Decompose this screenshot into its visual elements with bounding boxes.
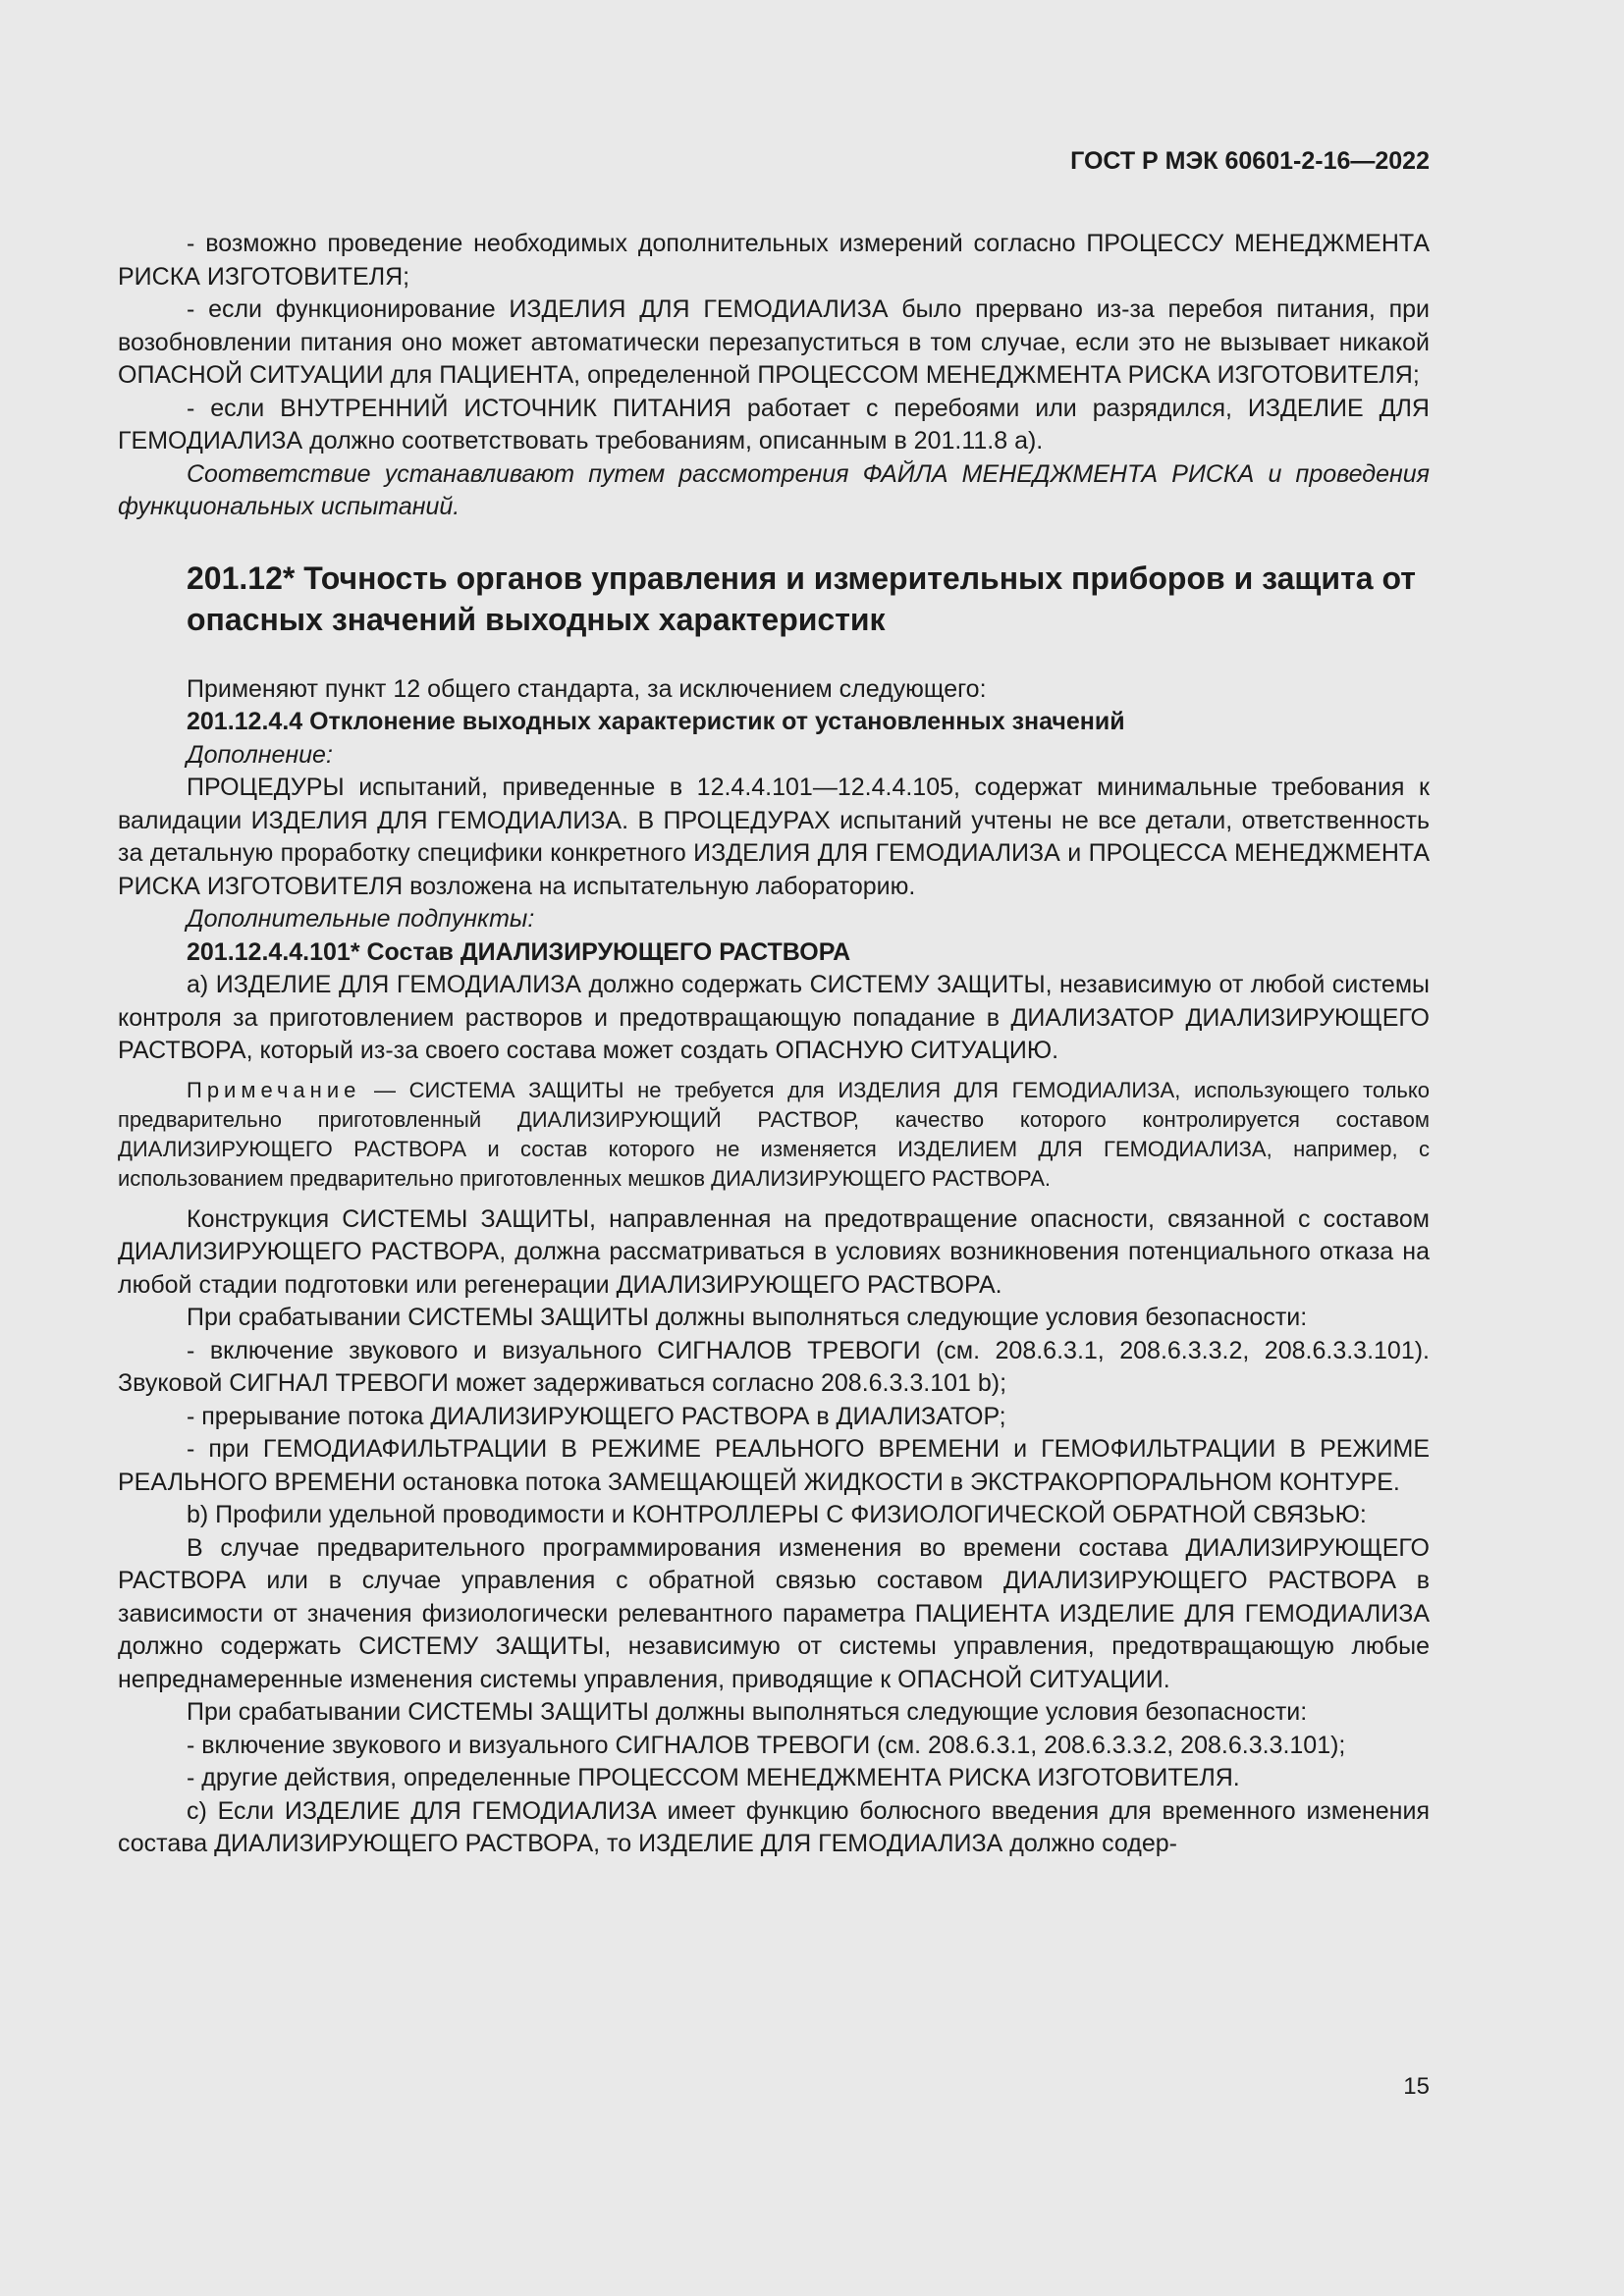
paragraph-item-c: c) Если ИЗДЕЛИЕ ДЛЯ ГЕМОДИАЛИЗА имеет функцию болюсного введения для временного изменения состава ДИАЛИЗИРУЮЩЕГО РАСТВОРА, то ИЗДЕЛИЕ ДЛЯ ГЕМОДИАЛИЗА должно содер-: [118, 1796, 1430, 1857]
paragraph-item-a: a) ИЗДЕЛИЕ ДЛЯ ГЕМОДИАЛИЗА должно содержать СИСТЕМУ ЗАЩИТЫ, независимую от любой системы контроля за приготовлением растворов и предотвращающую попадание в ДИАЛИЗАТОР ДИАЛИЗИРУЮЩЕГО РАСТВОРА, который из-за своего состава может создать ОПАСНУЮ СИТУАЦИЮ.: [118, 971, 1430, 1064]
section-intro: Применяют пункт 12 общего стандарта, за исключением следующего:: [187, 674, 987, 703]
paragraph-item-b: b) Профили удельной проводимости и КОНТРОЛЛЕРЫ С ФИЗИОЛОГИЧЕСКОЙ ОБРАТНОЙ СВЯЗЬЮ:: [187, 1501, 1367, 1528]
paragraph-test-procedures: ПРОЦЕДУРЫ испытаний, приведенные в 12.4.4.101—12.4.4.105, содержат минимальные требования к валидации ИЗДЕЛИЯ ДЛЯ ГЕМОДИАЛИЗА. В ПРОЦЕДУРАХ испытаний учтены не все детали, ответственность за детальную проработку специфики конкретного ИЗДЕЛИЯ ДЛЯ ГЕМОДИАЛИЗА и ПРОЦЕССА МЕНЕДЖМЕНТА РИСКА ИЗГОТОВИТЕЛЯ возложена на испытательную лабораторию.: [118, 774, 1430, 900]
page-number: 15: [1403, 2073, 1430, 2100]
note-paragraph: [118, 1076, 1430, 1194]
paragraph-item-b-body: В случае предварительного программирования изменения во времени состава ДИАЛИЗИРУЮЩЕГО РАСТВОРА или в случае управления с обратной связью составом ДИАЛИЗИРУЮЩЕГО РАСТВОРА в зависимости от значения физиологически релевантного параметра ПАЦИЕНТА ИЗДЕЛИЕ ДЛЯ ГЕМОДИАЛИЗА должно содержать СИСТЕМУ ЗАЩИТЫ, независимую от системы управления, предотвращающую любые непреднамеренные изменения системы управления, приводящие к ОПАСНОЙ СИТУАЦИИ.: [118, 1533, 1430, 1693]
paragraph-risk-measurements: - возможно проведение необходимых дополнительных измерений согласно ПРОЦЕССУ МЕНЕДЖМЕНТА РИСКА ИЗГОТОВИТЕЛЯ;: [118, 230, 1430, 291]
paragraph-internal-power-source: - если ВНУТРЕННИЙ ИСТОЧНИК ПИТАНИЯ работает с перебоями или разрядился, ИЗДЕЛИЕ ДЛЯ ГЕМОДИАЛИЗА должно соответствовать требованиям, описанным в 201.11.8 a).: [118, 394, 1430, 454]
paragraph-safety-conditions-1: При срабатывании СИСТЕМЫ ЗАЩИТЫ должны выполняться следующие условия безопасности:: [187, 1304, 1308, 1331]
bullet-other-actions: - другие действия, определенные ПРОЦЕССОМ МЕНЕДЖМЕНТА РИСКА ИЗГОТОВИТЕЛЯ.: [187, 1764, 1240, 1791]
additional-subclauses-label: Дополнительные подпункты:: [187, 905, 535, 933]
addition-label: Дополнение:: [187, 740, 333, 769]
subclause-heading-12-4-4-101: 201.12.4.4.101* Состав ДИАЛИЗИРУЮЩЕГО РАСТВОРА: [187, 937, 851, 966]
paragraph-compliance: Соответствие устанавливают путем рассмотрения ФАЙЛА МЕНЕДЖМЕНТА РИСКА и проведения функциональных испытаний.: [118, 459, 1430, 520]
bullet-flow-interruption: - прерывание потока ДИАЛИЗИРУЮЩЕГО РАСТВОРА в ДИАЛИЗАТОР;: [187, 1402, 1006, 1430]
paragraph-power-interruption: - если функционирование ИЗДЕЛИЯ ДЛЯ ГЕМОДИАЛИЗА было прервано из-за перебоя питания, при возобновлении питания оно может автоматически перезапуститься в том случае, если это не вызывает никакой ОПАСНОЙ СИТУАЦИИ для ПАЦИЕНТА, определенной ПРОЦЕССОМ МЕНЕДЖМЕНТА РИСКА ИЗГОТОВИТЕЛЯ;: [118, 295, 1430, 389]
page-body: [118, 228, 1430, 1861]
note-text: — СИСТЕМА ЗАЩИТЫ не требуется для ИЗДЕЛИЯ ДЛЯ ГЕМОДИАЛИЗА, использующего только предварительно приготовленный ДИАЛИЗИРУЮЩИЙ РАСТВОР, качество которого контролируется составом ДИАЛИЗИРУЮЩЕГО РАСТВОРА и состав которого не изменяется ИЗДЕЛИЕМ ДЛЯ ГЕМОДИАЛИЗА, например, с использованием предварительно приготовленных мешков ДИАЛИЗИРУЮЩЕГО РАСТВОРА.: [118, 1077, 1430, 1191]
paragraph-safety-conditions-2: При срабатывании СИСТЕМЫ ЗАЩИТЫ должны выполняться следующие условия безопасности:: [187, 1698, 1308, 1726]
paragraph-protection-design: Конструкция СИСТЕМЫ ЗАЩИТЫ, направленная на предотвращение опасности, связанной с составом ДИАЛИЗИРУЮЩЕГО РАСТВОРА, должна рассматриваться в условиях возникновения потенциального отказа на любой стадии подготовки или регенерации ДИАЛИЗИРУЮЩЕГО РАСТВОРА.: [118, 1204, 1430, 1299]
document-header: ГОСТ Р МЭК 60601-2-16—2022: [1070, 147, 1430, 175]
section-heading: 201.12* Точность органов управления и измерительных приборов и защита от опасных значений выходных характеристик: [187, 560, 1416, 637]
note-label: Примечание: [187, 1077, 361, 1102]
bullet-alarm-signals-2: - включение звукового и визуального СИГНАЛОВ ТРЕВОГИ (см. 208.6.3.1, 208.6.3.3.2, 208.6.3.3.101);: [187, 1731, 1346, 1759]
subclause-heading-12-4-4: 201.12.4.4 Отклонение выходных характеристик от установленных значений: [187, 708, 1125, 735]
bullet-substitution-fluid: - при ГЕМОДИАФИЛЬТРАЦИИ В РЕЖИМЕ РЕАЛЬНОГО ВРЕМЕНИ и ГЕМОФИЛЬТРАЦИИ В РЕЖИМЕ РЕАЛЬНОГО ВРЕМЕНИ остановка потока ЗАМЕЩАЮЩЕЙ ЖИДКОСТИ в ЭКСТРАКОРПОРАЛЬНОМ КОНТУРЕ.: [118, 1435, 1430, 1496]
bullet-alarm-signals: - включение звукового и визуального СИГНАЛОВ ТРЕВОГИ (см. 208.6.3.1, 208.6.3.3.2, 208.6.3.3.101). Звуковой СИГНАЛ ТРЕВОГИ может задерживаться согласно 208.6.3.3.101 b);: [118, 1336, 1430, 1397]
